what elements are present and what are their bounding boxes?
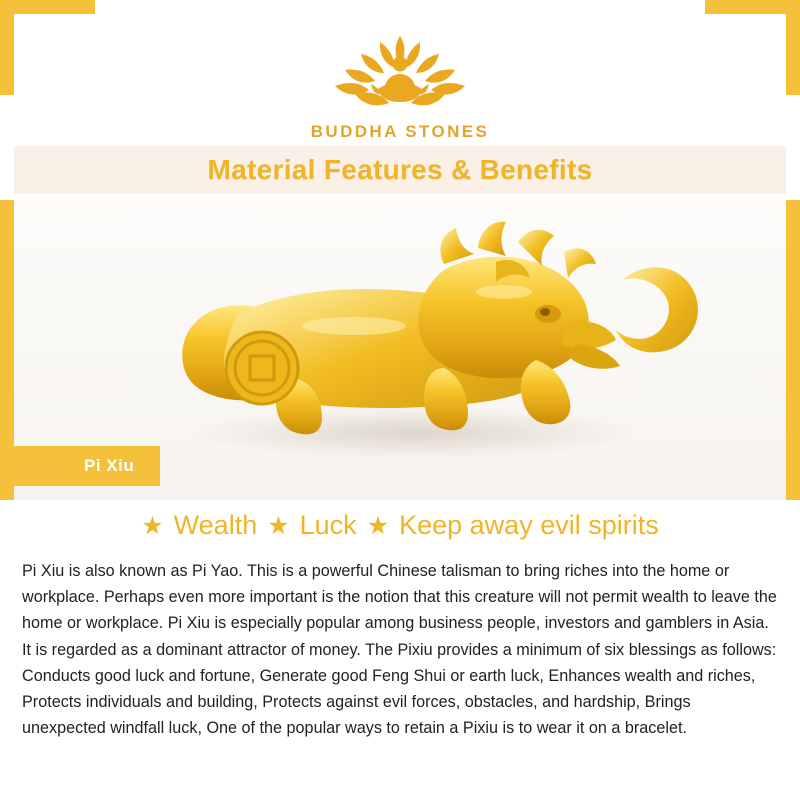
corner-top-right-vertical — [786, 0, 800, 95]
lotus-meditation-figure-icon — [325, 28, 475, 118]
page-title: Material Features & Benefits — [207, 154, 593, 185]
gold-pixiu-charm-image — [144, 218, 704, 478]
corner-top-left-horizontal — [0, 0, 95, 14]
hero-image-section — [14, 200, 786, 500]
benefit-label-luck: Luck — [299, 510, 357, 540]
benefit-label-evil-spirits: Keep away evil spirits — [399, 510, 659, 540]
side-bar-left — [0, 200, 14, 500]
benefit-label-wealth: Wealth — [173, 510, 258, 540]
description-paragraph: Pi Xiu is also known as Pi Yao. This is a powerful Chinese talisman to bring riches into the home or workplace. Perhaps even more important is the notion that this creature will not permit wealth to leave the home or workplace. Pi Xiu is especially popular among business people, investors and gamblers in Asia. It is regarded as a dominant attractor of money. The Pixiu provides a minimum of six blessings as follows: Conducts good luck and fortune, Generate good Feng Shui or earth luck, Enhances wealth and riches, Protects individuals and building, Protects against evil forces, obstacles, and hardship, Brings unexpected windfall luck, One of the popular ways to retain a Pixiu is to wear it on a bracelet. — [22, 562, 777, 738]
title-band — [14, 146, 786, 194]
corner-top-left-vertical — [0, 0, 14, 95]
poster-header — [14, 14, 786, 200]
benefits-headline — [0, 510, 800, 541]
brand-name: BUDDHA STONES — [310, 122, 490, 141]
star-icon-2: ★ — [267, 511, 290, 540]
brand-logo — [311, 28, 490, 142]
side-bar-right — [786, 200, 800, 500]
star-icon-1: ★ — [141, 511, 164, 540]
hero-caption: Pi Xiu — [14, 446, 160, 486]
star-icon-3: ★ — [366, 511, 390, 540]
